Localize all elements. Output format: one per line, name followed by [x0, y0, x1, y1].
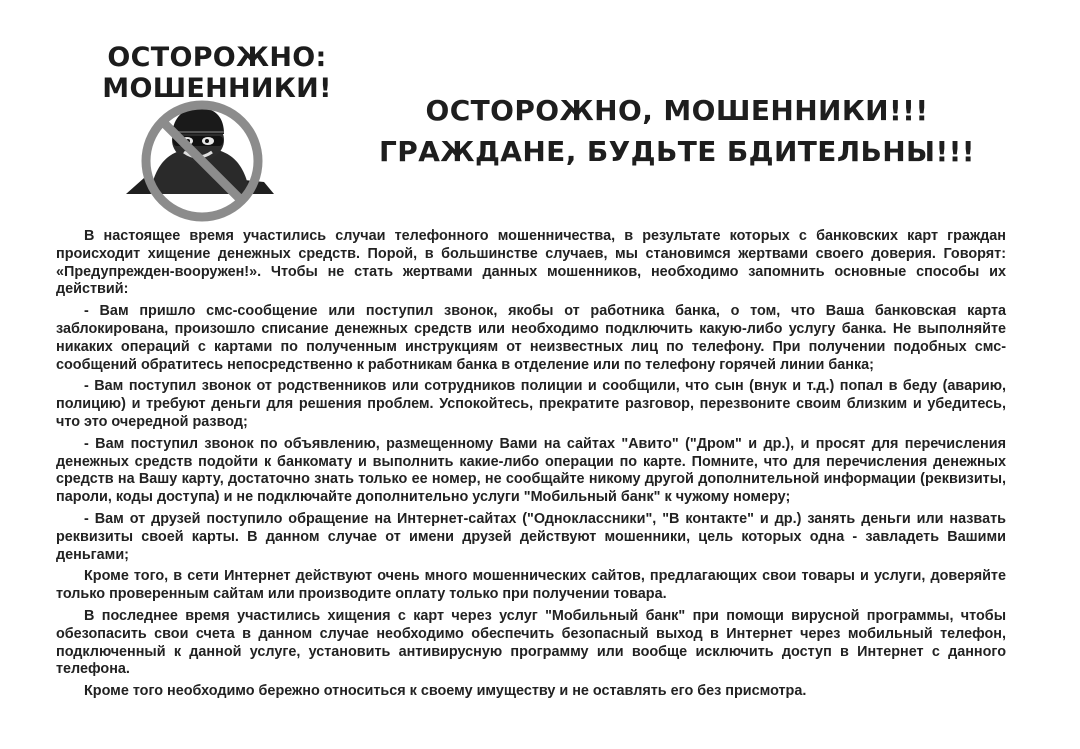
no-fraudster-icon	[122, 98, 278, 224]
headline-line-2: ГРАЖДАНЕ, БУДЬТЕ БДИТЕЛЬНЫ!!!	[379, 135, 975, 168]
paragraph-property: Кроме того необходимо бережно относиться к своему имуществу и не оставлять его без присмотра.	[84, 683, 807, 700]
badge-title	[96, 42, 338, 104]
paragraph-fraud-sites: Кроме того, в сети Интернет действуют очень много мошеннических сайтов, предлагающих свои товары и услуги, доверяйте только проверенным сайтам или производите оплату только при получении товара.	[56, 568, 1006, 603]
paragraph-friends-request: - Вам от друзей поступило обращение на Интернет-сайтах ("Одноклассники", "В контакте" и др.) занять деньги или назвать реквизиты своей карты. В данном случае от имени друзей действуют мошенники, цель которых одна - завладеть Вашими деньгами;	[56, 510, 1006, 563]
paragraph-relatives-call: - Вам поступил звонок от родственников или сотрудников полиции и сообщили, что сын (внук и т.д.) попал в беду (аварию, полицию) и требуют деньги для решения проблем. Успокойтесь, прекратите разговор, перезвоните своим близким и убедитесь, что это очередной развод;	[56, 378, 1006, 430]
paragraph-mobile-bank-virus: В последнее время участились хищения с карт через услуг "Мобильный банк" при помощи вирусной программы, чтобы обезопасить свои счета в данном случае необходимо обеспечить безопасный выход в Интернет через мобильный телефон, подключенный к данной услуге, установить антивирусную программу или вообще исключить доступ в Интернет с данного телефона.	[56, 607, 1006, 678]
body-text	[56, 228, 1006, 705]
paragraph-ad-call: - Вам поступил звонок по объявлению, размещенному Вами на сайтах "Авито" ("Дром" и др.), и просят для перечисления денежных средств подойти к банкомату и выполнить какие-либо операции по карте. Помните, что для перечисления денежных средств на Вашу карту, достаточно знать только ее номер, не сообщайте никому другой дополнительной информации (реквизиты, пароли, коды доступа) и не подключайте дополнительно услуги "Мобильный банк" к чужому номеру;	[56, 435, 1006, 506]
badge-title-line-1: ОСТОРОЖНО:	[107, 42, 327, 73]
paragraph-bank-sms: - Вам пришло смс-сообщение или поступил звонок, якобы от работника банка, о том, что Ваша банковская карта заблокирована, произошло списание денежных средств или необходимо подключить какую-либо услугу банка. Не выполняйте никаких операций с картами по полученным инструкциям от неизвестных лиц по телефону. При получении подобных смс-сообщений обратитесь непосредственно к работникам банка в отделение или по телефону горячей линии банка;	[56, 303, 1006, 373]
headline	[372, 90, 982, 172]
headline-line-1: ОСТОРОЖНО, МОШЕННИКИ!!!	[425, 94, 929, 127]
badge-title-line-2: МОШЕННИКИ!	[102, 73, 332, 104]
paragraph-intro: В настоящее время участились случаи телефонного мошенничества, в результате которых с банковских карт граждан происходит хищение денежных средств. Порой, в большинстве случаев, мы становимся жертвами своего доверия. Говорят: «Предупрежден-вооружен!». Чтобы не стать жертвами данных мошенников, необходимо запомнить основные способы их действий:	[56, 228, 1006, 298]
